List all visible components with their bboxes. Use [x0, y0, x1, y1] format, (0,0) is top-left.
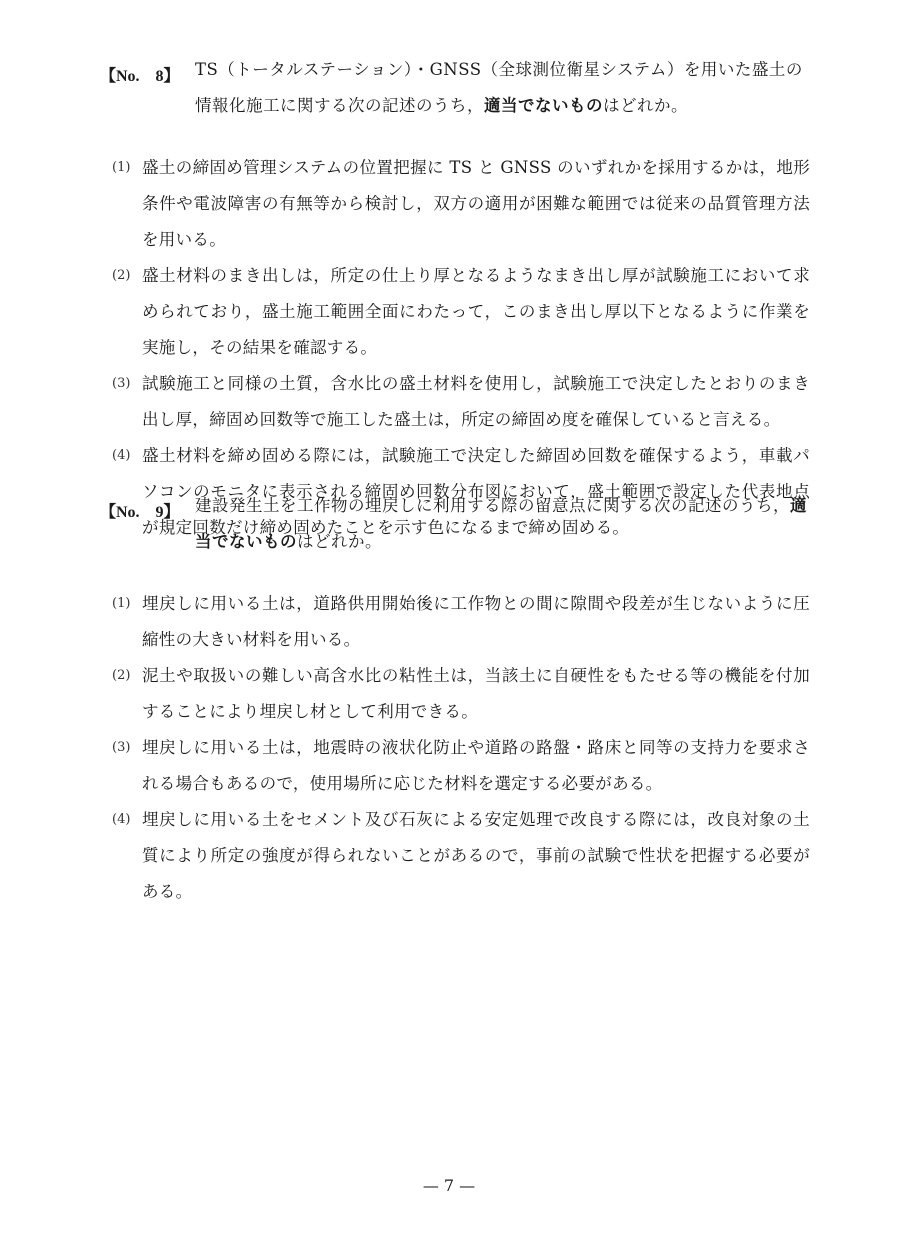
- option-4: [100, 802, 810, 910]
- option-number: (4): [112, 448, 131, 463]
- option-number: (1): [112, 160, 131, 175]
- page-number: — 7 —: [422, 1176, 476, 1195]
- stem-emphasis: 適当でないもの: [484, 96, 603, 115]
- option-text: 埋戻しに用いる土は，地震時の液状化防止や道路の路盤・路床と同等の支持力を要求される場合もあるので，使用場所に応じた材料を選定する必要がある。: [142, 738, 810, 793]
- option-text: 埋戻しに用いる土をセメント及び石灰による安定処理で改良する際には，改良対象の土質により所定の強度が得られないことがあるので，事前の試験で性状を把握する必要がある。: [142, 810, 810, 901]
- option-text: 泥土や取扱いの難しい高含水比の粘性土は，当該土に自硬性をもたせる等の機能を付加することにより埋戻し材として利用できる。: [142, 666, 810, 721]
- option-number: (2): [112, 668, 131, 683]
- option-number: (2): [112, 268, 131, 283]
- option-text: 埋戻しに用いる土は，道路供用開始後に工作物との間に隙間や段差が生じないように圧縮性の大きい材料を用いる。: [142, 594, 810, 649]
- option-number: (1): [112, 596, 131, 611]
- stem-text-end: はどれか。: [603, 96, 688, 115]
- stem-text-end: はどれか。: [297, 532, 382, 551]
- question-8: [100, 52, 810, 546]
- question-9-header: [100, 488, 810, 560]
- option-text: 盛土材料のまき出しは，所定の仕上り厚となるようなまき出し厚が試験施工において求められており，盛土施工範囲全面にわたって，このまき出し厚以下となるように作業を実施し，その結果を確認する。: [142, 266, 810, 357]
- option-3: [100, 730, 810, 802]
- stem-text: TS（トータルステーション）・GNSS（全球測位衛星システム）を用いた盛土の情報化施工に関する次の記述のうち，: [195, 60, 803, 115]
- question-number: 【No. 9】: [100, 504, 180, 521]
- option-number: (3): [112, 376, 131, 391]
- option-2: [100, 658, 810, 730]
- option-text: 盛土材料を締め固める際には，試験施工で決定した締固め回数を確保するよう，車載パソコンのモニタに表示される締固め回数分布図において，盛土範囲で設定した代表地点が規定回数だけ締め固めたことを示す色になるまで締め固める。: [142, 446, 810, 537]
- option-3: [100, 366, 810, 438]
- question-9: [100, 488, 810, 910]
- question-stem: [195, 52, 810, 124]
- option-1: [100, 586, 810, 658]
- stem-text: 建設発生土を工作物の埋戻しに利用する際の留意点に関する次の記述のうち，: [195, 496, 790, 515]
- option-text: 試験施工と同様の土質，含水比の盛土材料を使用し，試験施工で決定したとおりのまき出し厚，締固め回数等で施工した盛土は，所定の締固め度を確保していると言える。: [142, 374, 810, 429]
- question-number: 【No. 8】: [100, 68, 180, 85]
- option-number: (4): [112, 812, 131, 827]
- question-8-header: [100, 52, 810, 124]
- option-text: 盛土の締固め管理システムの位置把握に TS と GNSS のいずれかを採用するかは，地形条件や電波障害の有無等から検討し，双方の適用が困難な範囲では従来の品質管理方法を用いる。: [142, 158, 810, 249]
- option-number: (3): [112, 740, 131, 755]
- stem-emphasis: 適当でないもの: [195, 496, 807, 551]
- option-2: [100, 258, 810, 366]
- option-1: [100, 150, 810, 258]
- question-stem: [195, 488, 810, 560]
